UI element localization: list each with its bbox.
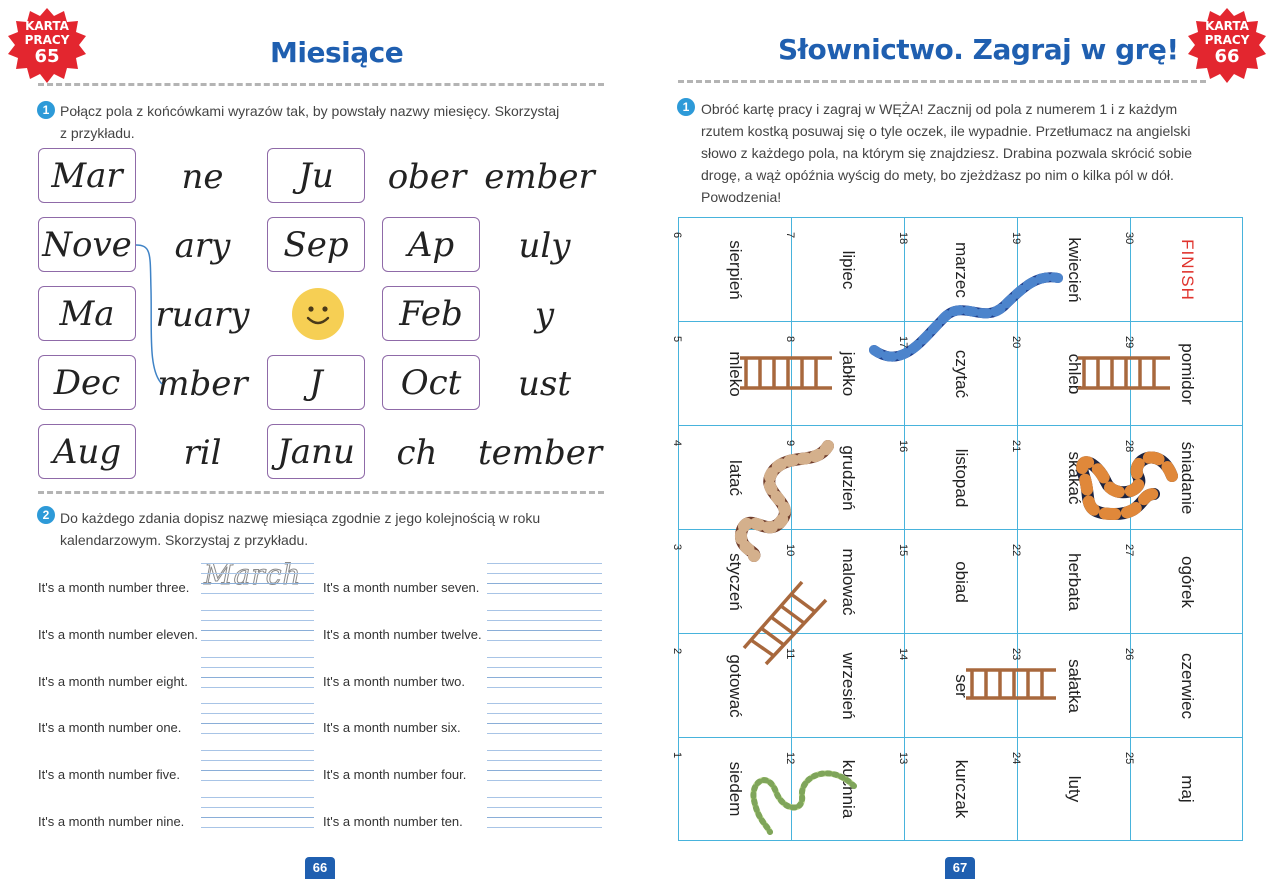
writing-line <box>201 677 314 678</box>
board-cell <box>1123 218 1243 322</box>
writing-line <box>201 750 314 751</box>
cell-number: 10 <box>784 544 796 557</box>
cell-word: czerwiec <box>1177 652 1197 719</box>
cell-number: 30 <box>1123 232 1135 245</box>
board-cell <box>671 322 792 426</box>
writing-line <box>487 703 602 704</box>
board-cell <box>897 218 1018 322</box>
cell-number: 12 <box>784 752 796 765</box>
word-start-tile[interactable] <box>38 217 136 272</box>
cell-number: 17 <box>897 336 909 349</box>
instruction-line: Powodzenia! <box>701 189 782 205</box>
writing-line <box>487 573 602 574</box>
tile-text: Ap <box>407 225 455 265</box>
writing-line <box>201 667 314 668</box>
cell-word: skakać <box>1065 451 1084 504</box>
page-title: Słownictwo. Zagraj w grę! <box>778 33 1179 66</box>
right-worksheet-page <box>640 0 1280 879</box>
cell-word: jabłko <box>839 351 858 396</box>
word-ending[interactable]: ary <box>174 226 231 266</box>
cell-number: 6 <box>671 232 683 239</box>
cell-word: pomidor <box>1177 342 1197 405</box>
cell-number: 27 <box>1123 544 1135 557</box>
cell-word: chleb <box>1065 353 1084 394</box>
instruction-line: słowo z każdego pola, na którym się znajdziesz. Drabina pozwala skrócić sobie <box>701 145 1193 161</box>
word-ending[interactable]: ober <box>387 157 467 197</box>
writing-line <box>487 593 602 594</box>
word-ending[interactable]: mber <box>157 364 248 404</box>
task2-instruction-line1: Do każdego zdania dopisz nazwę miesiąca zgodnie z jego kolejnością w roku <box>60 510 541 526</box>
writing-line <box>201 703 314 704</box>
board-cell <box>1010 634 1131 738</box>
writing-line <box>487 610 602 611</box>
section-divider <box>38 83 604 86</box>
cell-number: 25 <box>1123 752 1135 765</box>
writing-line <box>487 677 602 678</box>
month-sentence: It's a month number ten. <box>323 814 463 829</box>
word-start-tile[interactable] <box>382 217 480 272</box>
board-cell <box>671 218 792 322</box>
cell-number: 3 <box>671 544 683 551</box>
cell-word: kurczak <box>952 759 971 819</box>
writing-line <box>487 563 602 564</box>
month-sentence: It's a month number five. <box>38 767 180 782</box>
cell-word: sałatka <box>1065 658 1084 713</box>
cell-number: 23 <box>1010 648 1022 661</box>
board-cell <box>671 530 792 634</box>
tile-text: Ju <box>298 156 334 196</box>
cell-word: sierpień <box>726 239 745 300</box>
word-ending[interactable]: ch <box>396 433 438 473</box>
word-start-tile[interactable] <box>267 424 365 479</box>
month-sentence: It's a month number four. <box>323 767 467 782</box>
tile-text: Nove <box>42 225 132 265</box>
writing-line <box>487 817 602 818</box>
writing-line <box>487 723 602 724</box>
cell-word: lipiec <box>839 250 858 289</box>
month-sentence: It's a month number nine. <box>38 814 185 829</box>
cell-word: wrzesień <box>839 651 858 720</box>
tile-text: J <box>309 363 323 403</box>
month-sentence: It's a month number six. <box>323 720 461 735</box>
cell-number: 18 <box>897 232 909 245</box>
badge-number: 66 <box>1214 46 1240 67</box>
instruction-line: rzutem kostką posuwaj się o tyle oczek, ile wypadnie. Przetłumacz na angielski <box>701 123 1191 139</box>
writing-line <box>201 760 314 761</box>
board-cell <box>897 634 1018 738</box>
board-cell <box>784 322 905 426</box>
section-divider <box>38 491 604 494</box>
writing-line <box>487 620 602 621</box>
writing-line <box>201 723 314 724</box>
month-sentence: It's a month number three. <box>38 580 190 595</box>
task2-instruction-line2: kalendarzowym. Skorzystaj z przykładu. <box>60 532 309 548</box>
tile-text: Oct <box>400 363 462 403</box>
cell-number: 22 <box>1010 544 1022 557</box>
badge-line2: PRACY <box>1204 33 1250 47</box>
cell-number: 1 <box>671 752 683 759</box>
cell-number: 21 <box>1010 440 1022 453</box>
cell-word: listopad <box>952 448 971 507</box>
month-sentence: It's a month number one. <box>38 720 182 735</box>
cell-number: 7 <box>784 232 796 239</box>
writing-line <box>201 620 314 621</box>
board-cell <box>1123 530 1243 634</box>
cell-word: mleko <box>726 350 745 397</box>
badge-line2: PRACY <box>24 33 70 47</box>
writing-line <box>201 687 314 688</box>
cell-number: 2 <box>671 648 683 655</box>
word-ending[interactable]: ember <box>484 157 595 197</box>
cell-word: latać <box>726 459 745 496</box>
cell-word: grudzień <box>839 444 858 511</box>
finish-label: FINISH <box>1177 238 1197 301</box>
writing-line <box>201 640 314 641</box>
badge-line1: KARTA <box>25 19 69 33</box>
board-cell <box>1010 530 1131 634</box>
writing-line <box>487 760 602 761</box>
word-ending[interactable]: ne <box>181 157 224 197</box>
writing-line <box>201 630 314 631</box>
board-cell <box>671 634 792 738</box>
task-number-1: 1 <box>677 98 695 116</box>
tile-text: Ma <box>59 294 115 334</box>
word-start-tile[interactable] <box>382 286 480 341</box>
snakes-and-ladders-board <box>671 217 1243 841</box>
writing-line <box>201 807 314 808</box>
board-cell <box>1123 738 1243 841</box>
cell-word: marzec <box>952 241 971 298</box>
board-cell <box>1010 322 1131 426</box>
page-number: 67 <box>945 857 975 879</box>
worksheet-badge-right <box>1186 6 1268 88</box>
board-cell <box>784 218 905 322</box>
writing-line <box>487 687 602 688</box>
word-start-tile[interactable] <box>382 355 480 410</box>
month-sentence: It's a month number seven. <box>323 580 480 595</box>
word-start-tile[interactable] <box>267 148 365 203</box>
board-cell <box>897 322 1018 426</box>
word-start-tile[interactable] <box>267 217 365 272</box>
cell-number: 8 <box>784 336 796 343</box>
writing-line <box>201 770 314 771</box>
word-ending[interactable]: ril <box>183 433 222 473</box>
board-cell <box>784 426 905 530</box>
cell-number: 16 <box>897 440 909 453</box>
cell-number: 15 <box>897 544 909 557</box>
writing-line <box>201 713 314 714</box>
cell-number: 14 <box>897 648 909 661</box>
board-cell <box>1010 218 1131 322</box>
cell-number: 29 <box>1123 336 1135 349</box>
month-sentence: It's a month number twelve. <box>323 627 482 642</box>
cell-word: siedem <box>726 761 745 817</box>
word-start-tile[interactable] <box>38 148 136 203</box>
writing-line <box>487 733 602 734</box>
instruction-line: drogę, a wąż opóźnia wyścig do mety, bo zjeżdżasz po nim o kilka pól w dół. <box>701 167 1174 183</box>
writing-line <box>201 780 314 781</box>
worksheet-badge-left <box>6 6 88 88</box>
tile-text: Dec <box>53 363 121 403</box>
board-cell <box>1010 738 1131 841</box>
board-cell <box>1123 322 1243 426</box>
writing-line <box>487 780 602 781</box>
cell-number: 20 <box>1010 336 1022 349</box>
writing-line <box>487 770 602 771</box>
writing-line <box>487 827 602 828</box>
cell-word: gotować <box>726 653 745 718</box>
tile-text: Sep <box>283 225 349 265</box>
page-title: Miesiące <box>270 36 404 69</box>
cell-word: kwiecień <box>1065 236 1084 303</box>
instruction-line: Obróć kartę pracy i zagraj w WĘŻA! Zacznij od pola z numerem 1 i z każdym <box>701 101 1178 117</box>
month-sentence: It's a month number eleven. <box>38 627 199 642</box>
word-ending[interactable]: tember <box>478 433 603 473</box>
writing-line <box>201 827 314 828</box>
writing-line <box>487 583 602 584</box>
cell-number: 11 <box>784 648 796 660</box>
writing-line <box>487 630 602 631</box>
cell-word: obiad <box>952 560 971 603</box>
tile-text: Aug <box>52 432 122 472</box>
writing-line <box>487 667 602 668</box>
cell-number: 26 <box>1123 648 1135 661</box>
cell-word: malować <box>839 547 858 616</box>
cell-word: czytać <box>952 349 971 398</box>
word-start-tile[interactable] <box>267 355 365 410</box>
task-number-2: 2 <box>37 506 55 524</box>
tile-text: Feb <box>399 294 463 334</box>
board-cell <box>897 426 1018 530</box>
board-cell <box>1123 426 1243 530</box>
word-ending[interactable]: ust <box>517 364 571 404</box>
month-sentence: It's a month number two. <box>323 674 465 689</box>
cell-number: 13 <box>897 752 909 765</box>
example-answer: March <box>204 558 302 591</box>
cell-number: 5 <box>671 336 683 343</box>
cell-number: 4 <box>671 440 683 447</box>
word-start-tile[interactable] <box>38 424 136 479</box>
board-cell <box>784 738 905 841</box>
cell-word: herbata <box>1065 552 1084 611</box>
writing-line <box>487 797 602 798</box>
writing-line <box>487 750 602 751</box>
cell-word: styczeń <box>726 552 745 611</box>
cell-number: 9 <box>784 440 796 447</box>
page-number: 66 <box>305 857 335 879</box>
board-cell <box>897 738 1018 841</box>
badge-line1: KARTA <box>1205 19 1249 33</box>
writing-line <box>201 583 314 584</box>
task2-instruction <box>60 507 620 551</box>
writing-line <box>487 657 602 658</box>
word-ending[interactable]: ruary <box>155 295 250 335</box>
game-instruction <box>701 98 1271 208</box>
cell-word: ogórek <box>1177 555 1197 608</box>
word-start-tile[interactable] <box>38 286 136 341</box>
writing-line <box>201 563 314 564</box>
writing-line <box>201 573 314 574</box>
board-cell <box>897 530 1018 634</box>
smiley-face-icon <box>292 288 344 340</box>
writing-line <box>201 657 314 658</box>
board-cell <box>784 530 905 634</box>
task1-instruction-line1: Połącz pola z końcówkami wyrazów tak, by powstały nazwy miesięcy. Skorzystaj <box>60 103 560 119</box>
writing-line <box>201 593 314 594</box>
board-cell <box>1010 426 1131 530</box>
tile-text: Mar <box>51 156 123 196</box>
writing-line <box>201 733 314 734</box>
writing-line <box>201 610 314 611</box>
cell-number: 28 <box>1123 440 1135 453</box>
writing-line <box>201 817 314 818</box>
writing-line <box>487 713 602 714</box>
task1-instruction <box>60 100 620 144</box>
section-divider <box>678 80 1206 83</box>
writing-line <box>201 797 314 798</box>
cell-word: ser <box>952 673 971 698</box>
tile-text: Janu <box>277 432 355 472</box>
word-ending[interactable]: y <box>534 295 555 335</box>
word-ending[interactable]: uly <box>518 226 571 266</box>
writing-line <box>487 640 602 641</box>
task1-instruction-line2: z przykładu. <box>60 125 135 141</box>
cell-word: maj <box>1177 775 1197 803</box>
task-number-1: 1 <box>37 101 55 119</box>
badge-number: 65 <box>34 46 60 67</box>
cell-number: 24 <box>1010 752 1022 765</box>
month-sentence: It's a month number eight. <box>38 674 188 689</box>
word-start-tile[interactable] <box>38 355 136 410</box>
writing-line <box>487 807 602 808</box>
board-cell <box>784 634 905 738</box>
cell-number: 19 <box>1010 232 1022 245</box>
board-cell <box>671 738 792 841</box>
cell-word: luty <box>1065 776 1084 803</box>
board-cell <box>1123 634 1243 738</box>
board-cell <box>671 426 792 530</box>
cell-word: śniadanie <box>1177 441 1197 514</box>
cell-word: kuchnia <box>839 759 858 819</box>
